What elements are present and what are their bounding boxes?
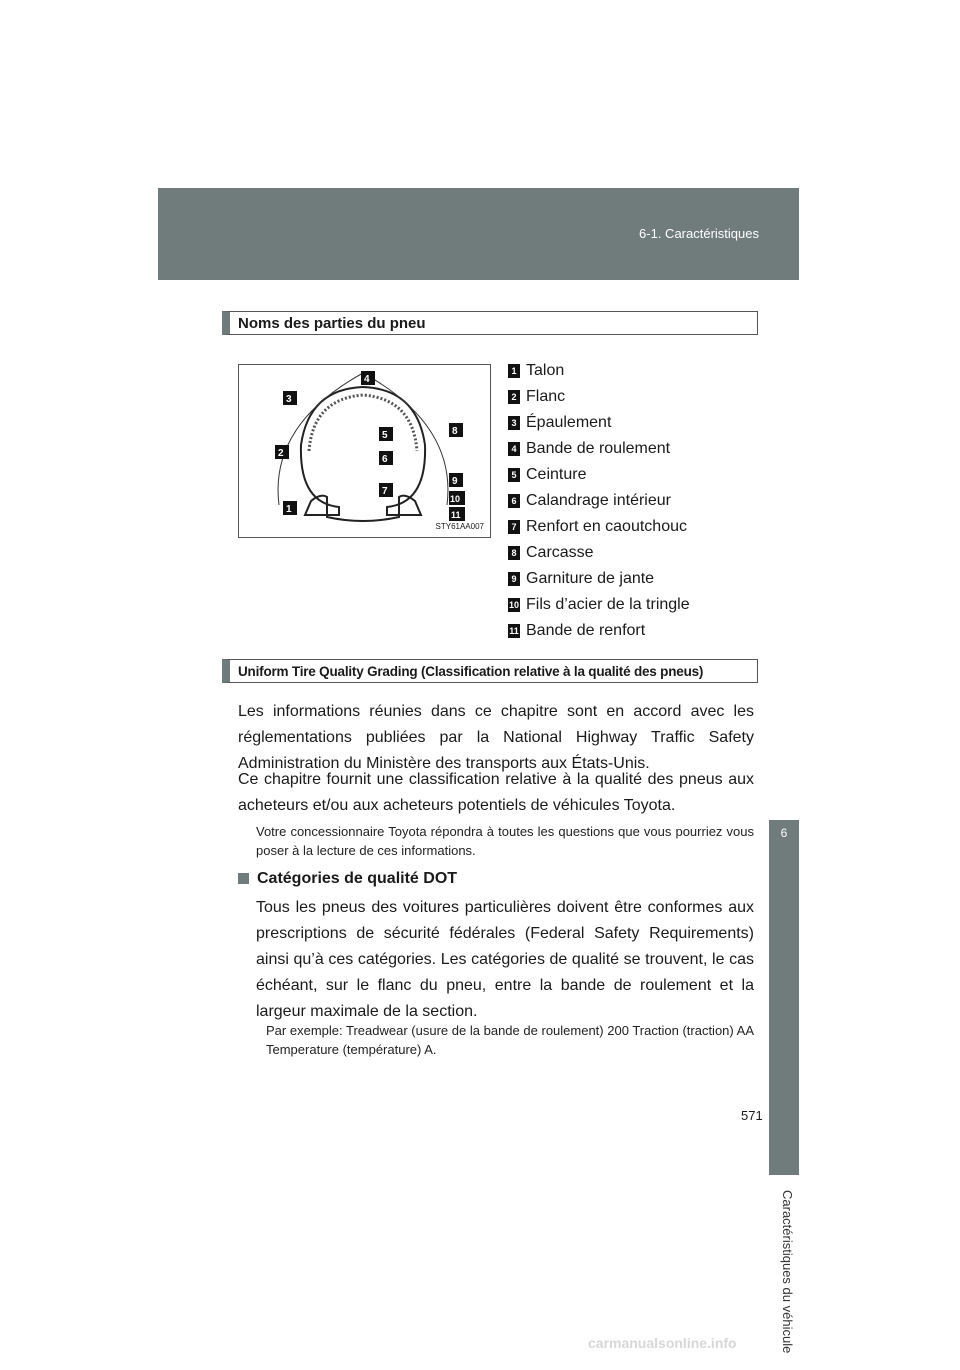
- legend-label: Bande de roulement: [526, 440, 671, 457]
- section-heading-tire-parts: Noms des parties du pneu: [222, 311, 758, 335]
- example-note: Par exemple: Treadwear (usure de la bande de roulement) 200 Traction (traction) AA Temperature (température) A.: [266, 1023, 754, 1057]
- diagram-code: STY61AA007: [435, 522, 484, 531]
- watermark: carmanualsonline.info: [588, 1335, 737, 1351]
- page-number: 571: [741, 1108, 763, 1123]
- callout-4-label: 4: [364, 374, 370, 385]
- legend-badge: 1: [508, 364, 520, 378]
- legend-item: [508, 540, 690, 566]
- legend-item: [508, 436, 690, 462]
- legend-badge: 6: [508, 494, 520, 508]
- chapter-number-tab: [769, 820, 799, 1175]
- legend-badge: 9: [508, 572, 520, 586]
- legend-badge: 2: [508, 390, 520, 404]
- legend-label: Flanc: [526, 388, 566, 405]
- chapter-label: Caractéristiques du véhicule: [780, 1190, 795, 1354]
- callout-7-label: 7: [382, 486, 388, 497]
- chapter-side-tab: [769, 280, 799, 1360]
- legend-item: [508, 410, 690, 436]
- legend-badge: 7: [508, 520, 520, 534]
- callout-2-label: 2: [278, 448, 284, 459]
- legend-label: Carcasse: [526, 544, 594, 561]
- intro-paragraph-1: Les informations réunies dans ce chapitre sont en accord avec les réglementations publiées par la National Highway Traffic Safety Administration du Ministère des transports aux États-Unis.: [238, 703, 754, 772]
- legend-item: [508, 618, 690, 644]
- tire-outline: [301, 387, 425, 521]
- dimension-arc: [278, 373, 448, 505]
- page-header: [158, 188, 799, 280]
- legend-badge: 3: [508, 416, 520, 430]
- callout-5-label: 5: [382, 430, 388, 441]
- legend-label: Bande de renfort: [526, 622, 646, 639]
- dot-grades-heading-text: Catégories de qualité DOT: [257, 870, 458, 887]
- callout-8-label: 8: [452, 426, 458, 437]
- legend-label: Garniture de jante: [526, 570, 655, 587]
- chapter-number: 6: [780, 826, 788, 840]
- section-title: 6-1. Caractéristiques: [639, 226, 759, 241]
- legend-item: [508, 462, 690, 488]
- square-bullet-icon: [238, 873, 249, 884]
- legend-badge: 5: [508, 468, 520, 482]
- legend-label: Épaulement: [526, 414, 612, 431]
- legend-item: [508, 358, 690, 384]
- tire-parts-legend: [508, 358, 690, 644]
- legend-badge: 4: [508, 442, 520, 456]
- callout-10-label: 10: [450, 494, 461, 504]
- dealer-note: Votre concessionnaire Toyota répondra à toutes les questions que vous pourriez vous poser à la lecture de ces informations.: [256, 824, 754, 858]
- intro-paragraph-2: Ce chapitre fournit une classification relative à la qualité des pneus aux acheteurs et/ou aux acheteurs potentiels de véhicules Toyota.: [238, 771, 754, 814]
- tire-cross-section-drawing: [239, 365, 490, 537]
- legend-label: Talon: [526, 362, 565, 379]
- legend-item: [508, 566, 690, 592]
- legend-badge: 10: [508, 600, 519, 610]
- legend-item: [508, 488, 690, 514]
- legend-item: [508, 384, 690, 410]
- callout-6-label: 6: [382, 454, 388, 465]
- tire-belt: [309, 395, 417, 451]
- legend-item: [508, 514, 690, 540]
- legend-label: Fils d’acier de la tringle: [526, 596, 690, 613]
- dot-grades-paragraph: Tous les pneus des voitures particulières doivent être conformes aux prescriptions de sécurité fédérales (Federal Safety Requirements) ainsi qu’à ces catégories. Les catégories de qualité se trouvent, le cas échéant, sur le flanc du pneu, entre la bande de roulement et la largeur maximale de la section.: [256, 899, 754, 1020]
- callout-9-label: 9: [452, 476, 458, 487]
- legend-label: Renfort en caoutchouc: [526, 518, 687, 535]
- callout-1-label: 1: [286, 504, 292, 515]
- callout-3-label: 3: [286, 394, 292, 405]
- legend-badge: 8: [508, 546, 520, 560]
- callout-11-label: 11: [451, 510, 461, 520]
- tire-diagram: [238, 364, 491, 538]
- legend-badge: 11: [509, 626, 519, 636]
- section-heading-utqg: Uniform Tire Quality Grading (Classification relative à la qualité des pneus): [222, 659, 758, 683]
- legend-label: Ceinture: [526, 466, 587, 483]
- dot-grades-heading: [238, 870, 457, 888]
- legend-label: Calandrage intérieur: [526, 492, 671, 509]
- legend-item: [508, 592, 690, 618]
